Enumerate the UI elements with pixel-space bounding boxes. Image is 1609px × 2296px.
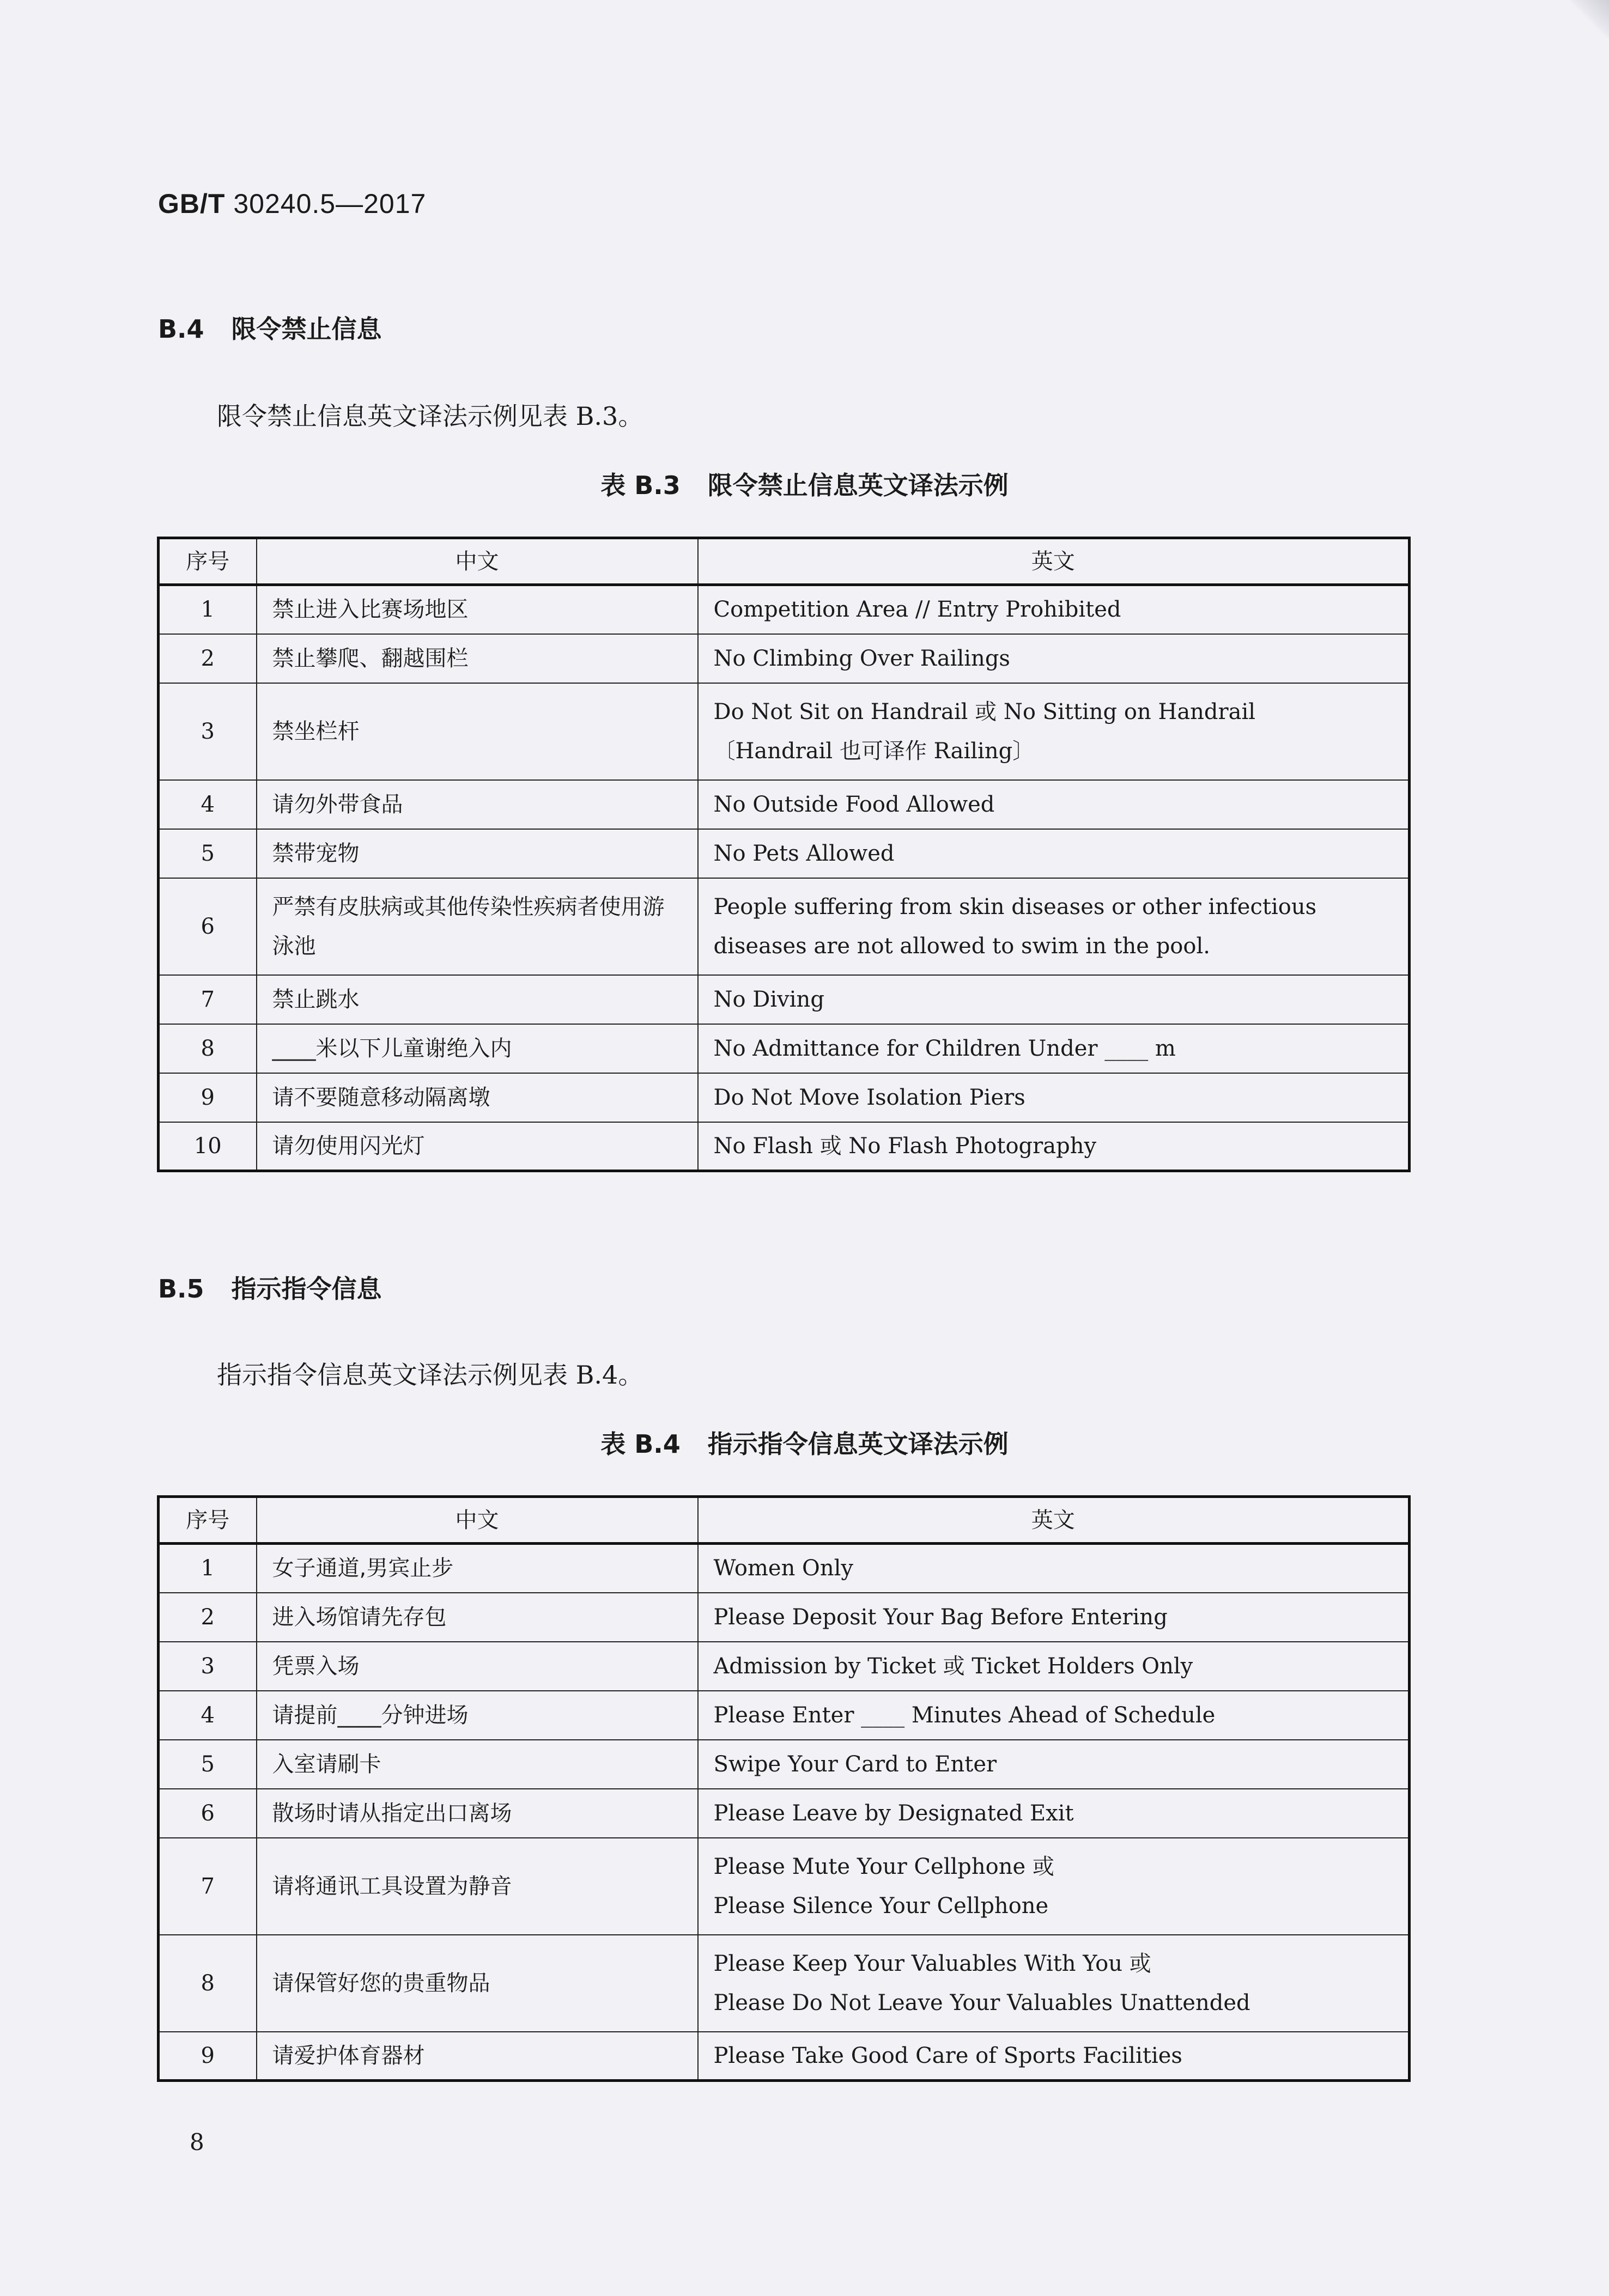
english-line: Please Enter ____ Minutes Ahead of Schedule — [713, 1702, 1216, 1728]
column-header-seq: 序号 — [159, 538, 257, 585]
english-line: No Admittance for Children Under ____ m — [713, 1036, 1176, 1061]
cell-english — [698, 1593, 1410, 1642]
section-title: 指示指令信息 — [231, 1274, 382, 1304]
table-caption-b4 — [0, 1424, 1609, 1460]
cell-english — [698, 1122, 1410, 1171]
table-header-row — [159, 1497, 1410, 1544]
table-row — [159, 975, 1410, 1024]
english-line: Please Do Not Leave Your Valuables Unattended — [713, 1990, 1250, 2015]
cell-chinese: 请勿使用闪光灯 — [257, 1122, 698, 1171]
english-line: No Diving — [713, 986, 824, 1012]
cell-seq: 7 — [159, 1838, 257, 1935]
table-caption-title: 限令禁止信息英文译法示例 — [707, 471, 1009, 500]
cell-english — [698, 1544, 1410, 1593]
cell-english — [698, 1935, 1410, 2032]
table-row — [159, 1122, 1410, 1171]
table-row — [159, 878, 1410, 975]
table-row — [159, 1691, 1410, 1740]
section-intro-b5: 指示指令信息英文译法示例见表 B.4。 — [217, 1360, 643, 1390]
cell-seq: 10 — [159, 1122, 257, 1171]
english-line: No Flash 或 No Flash Photography — [713, 1133, 1097, 1159]
cell-chinese: 请勿外带食品 — [257, 780, 698, 829]
cell-chinese: 请爱护体育器材 — [257, 2032, 698, 2081]
cell-seq: 5 — [159, 1740, 257, 1789]
table-b3 — [157, 537, 1411, 1172]
table-row — [159, 1593, 1410, 1642]
table-caption-label: 表 B.3 — [600, 471, 681, 500]
table-row — [159, 1838, 1410, 1935]
english-line: 〔Handrail 也可译作 Railing〕 — [713, 738, 1035, 764]
cell-seq: 4 — [159, 1691, 257, 1740]
standard-header — [158, 188, 426, 220]
column-header-chinese: 中文 — [257, 538, 698, 585]
cell-chinese: 请不要随意移动隔离墩 — [257, 1073, 698, 1122]
section-intro-b4: 限令禁止信息英文译法示例见表 B.3。 — [217, 401, 643, 431]
cell-chinese: 凭票入场 — [257, 1642, 698, 1691]
cell-chinese: ____米以下儿童谢绝入内 — [257, 1024, 698, 1073]
english-line: Please Keep Your Valuables With You 或 — [713, 1951, 1151, 1976]
cell-english — [698, 1073, 1410, 1122]
table-b4 — [157, 1495, 1411, 2082]
table-row — [159, 683, 1410, 780]
english-line: Do Not Sit on Handrail 或 No Sitting on Handrail — [713, 699, 1256, 724]
section-number: B.4 — [158, 314, 204, 344]
english-line: No Climbing Over Railings — [713, 645, 1010, 671]
english-line: Please Mute Your Cellphone 或 — [713, 1854, 1054, 1879]
column-header-english: 英文 — [698, 538, 1410, 585]
cell-chinese: 禁止攀爬、翻越围栏 — [257, 634, 698, 683]
cell-seq: 1 — [159, 1544, 257, 1593]
cell-chinese: 入室请刷卡 — [257, 1740, 698, 1789]
cell-seq: 2 — [159, 634, 257, 683]
english-line: No Outside Food Allowed — [713, 791, 995, 817]
table-row — [159, 1935, 1410, 2032]
cell-seq: 1 — [159, 585, 257, 634]
table-row — [159, 634, 1410, 683]
cell-seq: 8 — [159, 1935, 257, 2032]
cell-chinese: 请将通讯工具设置为静音 — [257, 1838, 698, 1935]
cell-seq: 9 — [159, 2032, 257, 2081]
table-row — [159, 1642, 1410, 1691]
cell-seq: 3 — [159, 1642, 257, 1691]
table-row — [159, 1789, 1410, 1838]
table-row — [159, 780, 1410, 829]
table-row — [159, 1024, 1410, 1073]
standard-prefix: GB/T — [158, 188, 226, 219]
cell-english — [698, 829, 1410, 878]
cell-english — [698, 1838, 1410, 1935]
english-line: Swipe Your Card to Enter — [713, 1751, 997, 1777]
table-row — [159, 1740, 1410, 1789]
cell-chinese: 请保管好您的贵重物品 — [257, 1935, 698, 2032]
table-row — [159, 829, 1410, 878]
section-heading-b5 — [158, 1269, 382, 1305]
section-title: 限令禁止信息 — [231, 314, 382, 344]
table-row — [159, 585, 1410, 634]
cell-english — [698, 1642, 1410, 1691]
cell-chinese: 禁止进入比赛场地区 — [257, 585, 698, 634]
cell-english — [698, 2032, 1410, 2081]
cell-chinese: 女子通道,男宾止步 — [257, 1544, 698, 1593]
english-line: Women Only — [713, 1556, 854, 1581]
cell-english — [698, 585, 1410, 634]
cell-chinese: 进入场馆请先存包 — [257, 1593, 698, 1642]
table-caption-b3 — [0, 466, 1609, 502]
column-header-english: 英文 — [698, 1497, 1410, 1544]
cell-seq: 2 — [159, 1593, 257, 1642]
section-number: B.5 — [158, 1274, 204, 1304]
table-row — [159, 1544, 1410, 1593]
cell-seq: 7 — [159, 975, 257, 1024]
english-line: Please Deposit Your Bag Before Entering — [713, 1604, 1168, 1630]
english-line: Please Leave by Designated Exit — [713, 1800, 1074, 1826]
cell-english — [698, 878, 1410, 975]
cell-chinese: 散场时请从指定出口离场 — [257, 1789, 698, 1838]
table-row — [159, 2032, 1410, 2081]
column-header-seq: 序号 — [159, 1497, 257, 1544]
cell-english — [698, 780, 1410, 829]
cell-seq: 6 — [159, 878, 257, 975]
cell-english — [698, 634, 1410, 683]
cell-chinese: 请提前____分钟进场 — [257, 1691, 698, 1740]
english-line: Please Silence Your Cellphone — [713, 1893, 1049, 1919]
cell-seq: 4 — [159, 780, 257, 829]
cell-english — [698, 1789, 1410, 1838]
english-line: People suffering from skin diseases or other infectious diseases are not allowed to swim in the pool. — [713, 894, 1317, 959]
table-caption-label: 表 B.4 — [600, 1429, 681, 1459]
cell-english — [698, 1740, 1410, 1789]
cell-english — [698, 1691, 1410, 1740]
cell-chinese: 严禁有皮肤病或其他传染性疾病者使用游泳池 — [257, 878, 698, 975]
cell-seq: 6 — [159, 1789, 257, 1838]
standard-number: 30240.5—2017 — [233, 188, 427, 219]
english-line: Admission by Ticket 或 Ticket Holders Only — [713, 1653, 1193, 1679]
page-number: 8 — [190, 2129, 204, 2155]
cell-english — [698, 975, 1410, 1024]
cell-english — [698, 683, 1410, 780]
english-line: Please Take Good Care of Sports Facilities — [713, 2043, 1182, 2068]
cell-chinese: 禁止跳水 — [257, 975, 698, 1024]
english-line: No Pets Allowed — [713, 841, 895, 866]
cell-seq: 8 — [159, 1024, 257, 1073]
cell-seq: 3 — [159, 683, 257, 780]
page-corner-fold — [1571, 0, 1609, 38]
english-line: Competition Area // Entry Prohibited — [713, 597, 1121, 623]
table-caption-title: 指示指令信息英文译法示例 — [707, 1429, 1009, 1459]
column-header-chinese: 中文 — [257, 1497, 698, 1544]
section-heading-b4 — [158, 309, 382, 345]
table-row — [159, 1073, 1410, 1122]
table-header-row — [159, 538, 1410, 585]
cell-seq: 9 — [159, 1073, 257, 1122]
english-line: Do Not Move Isolation Piers — [713, 1085, 1025, 1110]
cell-seq: 5 — [159, 829, 257, 878]
cell-english — [698, 1024, 1410, 1073]
cell-chinese: 禁带宠物 — [257, 829, 698, 878]
cell-chinese: 禁坐栏杆 — [257, 683, 698, 780]
